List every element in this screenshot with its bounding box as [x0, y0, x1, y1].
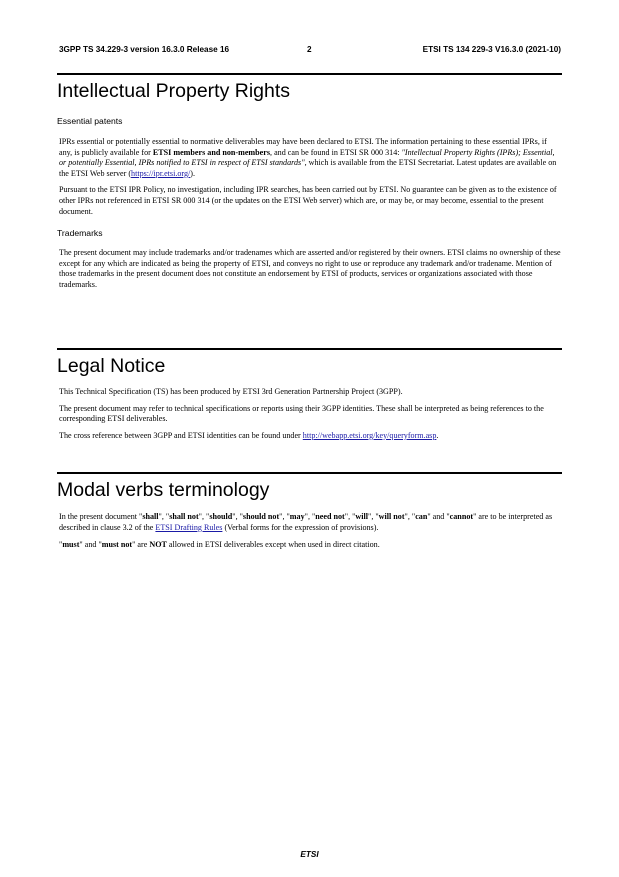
trademarks-heading: Trademarks	[57, 228, 103, 239]
legal-notice-section	[57, 348, 562, 441]
modal-verbs-title: Modal verbs terminology	[57, 479, 270, 501]
ipr-paragraph-2: Pursuant to the ETSI IPR Policy, no investigation, including IPR searches, has been carried out by ETSI. No guarantee can be given as to the existence of other IPRs not referenced in ETSI SR 000 314 (or the updates on the ETSI Web server) which are, or may be, or may become, essential to the present document.	[59, 185, 557, 216]
legal-paragraph-3: The cross reference between 3GPP and ETSI identities can be found under http://webapp.etsi.org/key/queryform.asp.	[59, 430, 439, 440]
ipr-link[interactable]: https://ipr.etsi.org/	[131, 168, 191, 178]
header-right-spec: ETSI TS 134 229-3 V16.3.0 (2021-10)	[422, 45, 561, 54]
page-footer-etsi: ETSI	[300, 850, 319, 859]
modal-paragraph-1: In the present document "shall", "shall not", "should", "should not", "may", "need not", "will", "will not", "can" and "cannot" are to be interpreted as described in clause 3.2 of the ETSI Drafting Rules (Verbal forms for the expression of provisions).	[59, 512, 553, 532]
trademarks-paragraph: The present document may include trademarks and/or tradenames which are asserted and/or registered by their owners. ETSI claims no ownership of these except for any which are indicated as being the property of ETSI, and conveys no right to use or reproduce any trademark and/or tradename. Mention of those trademarks in the present document does not constitute an endorsement by ETSI of products, services or organizations associated with those trademarks.	[59, 248, 561, 289]
ipr-title: Intellectual Property Rights	[57, 80, 291, 102]
section-divider	[57, 472, 562, 474]
header-page-number: 2	[307, 45, 312, 54]
section-divider	[57, 348, 562, 350]
drafting-rules-link[interactable]: ETSI Drafting Rules	[155, 522, 223, 532]
queryform-link[interactable]: http://webapp.etsi.org/key/queryform.asp	[302, 430, 437, 440]
page-header	[59, 45, 561, 57]
section-divider	[57, 73, 562, 75]
modal-verbs-section	[57, 472, 562, 551]
modal-paragraph-2: "must" and "must not" are NOT allowed in ETSI deliverables except when used in direct citation.	[59, 540, 380, 550]
ipr-paragraph-1: IPRs essential or potentially essential to normative deliverables may have been declared to ETSI. The information pertaining to these essential IPRs, if any, is publicly available for ETSI members and non-members, and can be found in ETSI SR 000 314: "Intellectual Property Rights (IPRs); Essential, or potentially Essential, IPRs notified to ETSI in respect of ETSI standards", which is available from the ETSI Secretariat. Latest updates are available on the ETSI Web server (https://ipr.etsi.org/).	[59, 137, 557, 178]
header-left-spec: 3GPP TS 34.229-3 version 16.3.0 Release 16	[59, 45, 230, 54]
legal-paragraph-2: The present document may refer to technical specifications or reports using their 3GPP identities. These shall be interpreted as being references to the corresponding ETSI deliverables.	[59, 403, 544, 424]
legal-paragraph-1: This Technical Specification (TS) has been produced by ETSI 3rd Generation Partnership Project (3GPP).	[59, 387, 403, 396]
essential-patents-heading: Essential patents	[57, 116, 123, 126]
legal-notice-title: Legal Notice	[57, 355, 166, 377]
ipr-section	[57, 73, 562, 291]
